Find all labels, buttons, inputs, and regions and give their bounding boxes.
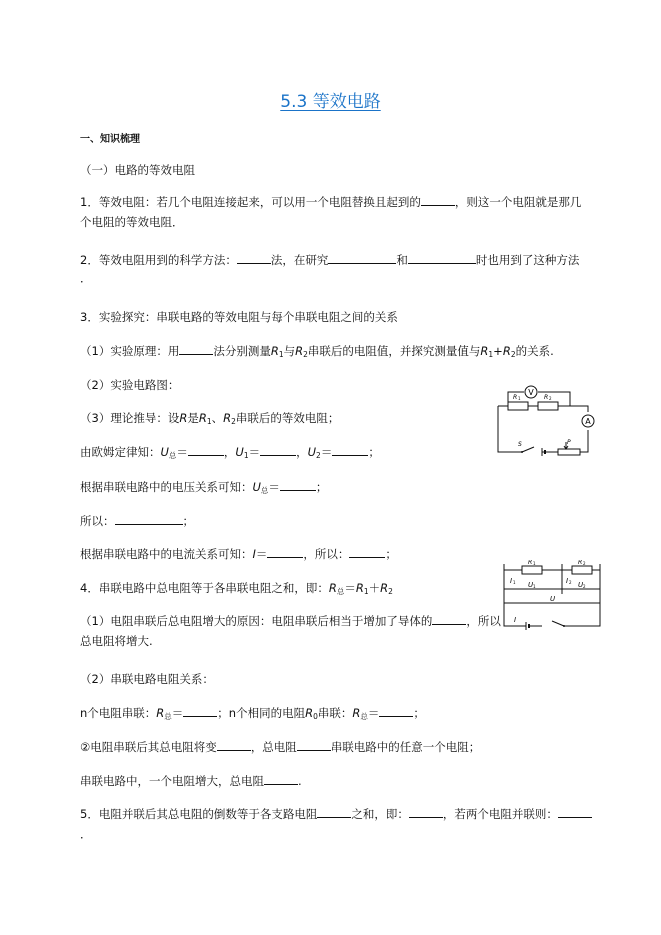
section-header: 一、知识梳理 xyxy=(80,134,140,145)
blank[interactable] xyxy=(267,546,303,558)
blank[interactable] xyxy=(188,444,224,456)
item5-line: 5．电阻并联后其总电阻的倒数等于各支路电阻 之和，即： ，若两个电阻并联则： xyxy=(80,806,592,822)
item4-2-line: （2）串联电路电阻关系： xyxy=(80,672,214,686)
svg-text:U: U xyxy=(550,595,556,603)
series-circuit-diagram xyxy=(502,560,602,632)
resistor-r1 xyxy=(508,402,528,410)
svg-text:R: R xyxy=(578,560,583,566)
svg-text:1: 1 xyxy=(518,396,521,401)
blank[interactable] xyxy=(217,739,251,751)
blank[interactable] xyxy=(280,479,316,491)
subsection-title: （一）电路的等效电阻 xyxy=(80,163,195,177)
so-line: 所以： ； xyxy=(80,514,194,528)
rheostat xyxy=(558,449,580,455)
svg-text:R: R xyxy=(528,560,533,566)
blank[interactable] xyxy=(408,252,476,264)
item4-1-line2: 总电阻将增大. xyxy=(80,634,153,648)
svg-text:I: I xyxy=(514,616,517,624)
item3-3-line: （3）理论推导：设R是$R_1$、$R_2$串联后的等效电阻； xyxy=(80,411,340,426)
blank[interactable] xyxy=(260,444,296,456)
svg-text:R: R xyxy=(544,394,549,401)
blank[interactable] xyxy=(379,705,413,717)
blank[interactable] xyxy=(349,546,385,558)
blank[interactable] xyxy=(297,739,331,751)
item3-1-line: （1）实验原理：用 法分别测量$R_1$与$R_2$串联后的电阻值，并探究测量值与$R_1+R_2$的关系. xyxy=(80,344,554,359)
blank[interactable] xyxy=(264,773,298,785)
series-resistor-r2 xyxy=(572,566,592,574)
item2-line: 2．等效电阻用到的科学方法： 法，在研究 和 时也用到了这种方法 xyxy=(80,253,580,267)
page-title: 5.3 等效电路 xyxy=(280,92,381,112)
svg-text:1: 1 xyxy=(533,584,536,589)
change-line: ②电阻串联后其总电阻将变 ，总电阻 串联电路中的任意一个电阻； xyxy=(80,740,481,754)
svg-text:2: 2 xyxy=(583,561,586,566)
blank[interactable] xyxy=(115,513,183,525)
svg-text:1: 1 xyxy=(533,561,536,566)
svg-text:1: 1 xyxy=(513,580,516,585)
svg-text:S: S xyxy=(518,441,522,448)
blank[interactable] xyxy=(328,252,396,264)
item5-dot: ． xyxy=(80,827,92,841)
item3-line: 3．实验探究：串联电路的等效电阻与每个串联电阻之间的关系 xyxy=(80,310,398,324)
svg-text:U: U xyxy=(528,581,534,589)
blank[interactable] xyxy=(179,343,213,355)
svg-text:2: 2 xyxy=(583,584,586,589)
blank[interactable] xyxy=(183,705,217,717)
svg-text:2: 2 xyxy=(569,580,572,585)
resistor-r2 xyxy=(538,402,558,410)
current-line: 根据串联电路中的电流关系可知：I＝ ，所以： ； xyxy=(80,547,397,561)
series-resistor-r1 xyxy=(522,566,542,574)
svg-text:I: I xyxy=(566,577,569,585)
svg-text:2: 2 xyxy=(549,396,552,401)
blank[interactable] xyxy=(332,444,368,456)
item4-1-line1: （1）电阻串联后总电阻增大的原因：电阻串联后相当于增加了导体的 ，所以 xyxy=(80,614,501,628)
item4-line: 4．串联电路中总电阻等于各串联电阻之和，即：$R_总=R_1+R_2$ xyxy=(80,581,393,596)
item3-2-line: （2）实验电路图： xyxy=(80,378,180,392)
n-resistors-line: n个电阻串联：$R_总=$ ；n个相同的电阻$R_0$串联：$R_总=$ ； xyxy=(80,706,425,721)
ohm-line: 由欧姆定律知：$U_总=$ ，$U_1=$ ，$U_2=$ ； xyxy=(80,445,380,460)
svg-text:R: R xyxy=(513,394,518,401)
series-switch xyxy=(552,621,564,626)
one-increase-line: 串联电路中，一个电阻增大，总电阻 . xyxy=(80,774,302,788)
svg-text:I: I xyxy=(510,577,513,585)
blank[interactable] xyxy=(409,806,443,818)
blank[interactable] xyxy=(421,194,455,206)
blank[interactable] xyxy=(237,252,271,264)
blank[interactable] xyxy=(317,806,351,818)
svg-text:A: A xyxy=(585,417,591,426)
item1-line1: 1．等效电阻：若几个电阻连接起来，可以用一个电阻替换且起到的 ，则这一个电阻就是那几 xyxy=(80,195,582,209)
svg-text:U: U xyxy=(578,581,584,589)
svg-text:P: P xyxy=(567,439,571,446)
switch xyxy=(522,447,534,452)
item2-dot: ． xyxy=(80,271,92,285)
blank[interactable] xyxy=(558,806,592,818)
blank[interactable] xyxy=(432,613,466,625)
voltage-line: 根据串联电路中的电压关系可知：$U_总=$ ； xyxy=(80,480,328,495)
item1-line2: 个电阻的等效电阻． xyxy=(80,215,184,229)
experiment-circuit-diagram xyxy=(494,378,600,458)
svg-text:V: V xyxy=(528,388,534,397)
